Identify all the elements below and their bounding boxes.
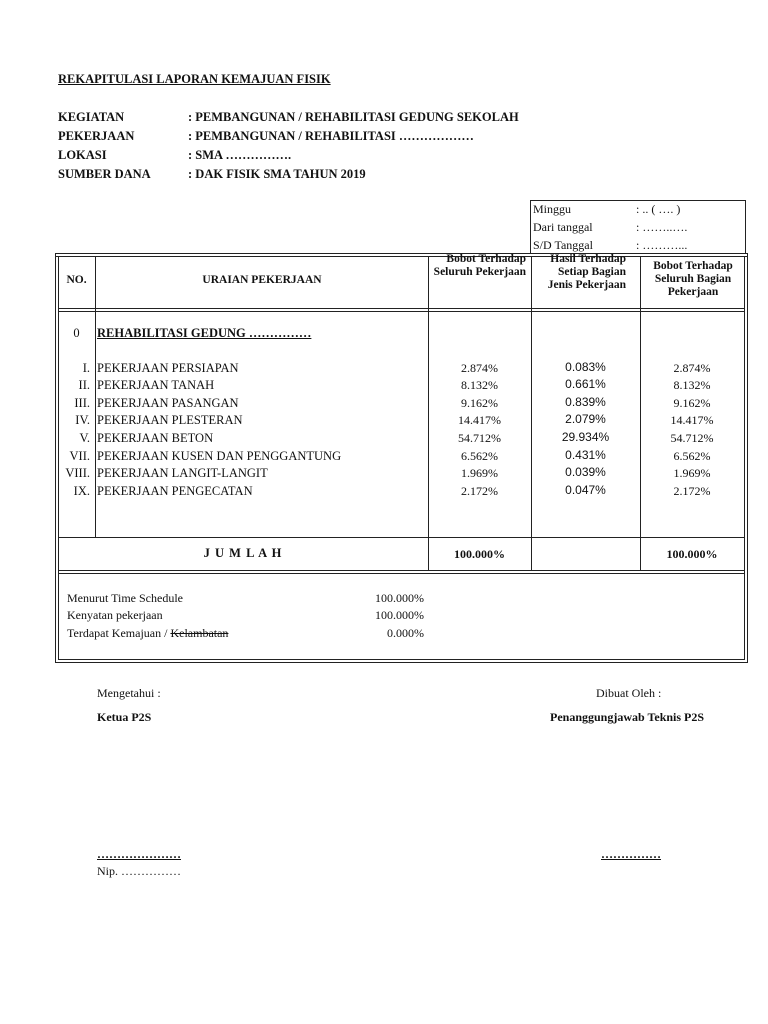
item-no: II. [78, 378, 90, 392]
section-no: 0 [73, 326, 80, 340]
item-no: VII. [69, 449, 90, 463]
item-name: PEKERJAAN BETON [97, 431, 214, 445]
summary-value: 0.000% [387, 626, 424, 640]
item-bobot: 6.562% [461, 449, 498, 463]
item-bobot: 2.172% [461, 484, 498, 498]
period-label: S/D Tanggal [533, 238, 593, 252]
section-title: REHABILITASI GEDUNG …………… [97, 326, 312, 340]
meta-label: LOKASI [58, 148, 107, 162]
meta-label: KEGIATAN [58, 110, 125, 124]
meta-value: : DAK FISIK SMA TAHUN 2019 [188, 167, 366, 181]
period-sd [533, 238, 688, 253]
total-bobot: 100.000% [454, 547, 505, 561]
right-role: Penanggungjawab Teknis P2S [550, 710, 705, 724]
item-name: PEKERJAAN PASANGAN [97, 396, 239, 410]
item-bobot: 54.712% [458, 431, 501, 445]
right-caption: Dibuat Oleh : [596, 686, 662, 700]
summary-label: Menurut Time Schedule [67, 591, 183, 605]
item-bobot: 8.132% [461, 378, 498, 392]
item-no: IV. [75, 413, 90, 427]
left-caption: Mengetahui : [97, 686, 161, 700]
left-role: Ketua P2S [97, 710, 152, 724]
period-value: : .. ( …. ) [636, 202, 681, 216]
item-hasil: 0.661% [565, 377, 606, 391]
item-hasil: 0.039% [565, 465, 606, 479]
period-value: : ……..…. [636, 220, 688, 234]
summary-value: 100.000% [375, 591, 424, 605]
item-bobot: 14.417% [458, 413, 501, 427]
item-no: V. [79, 431, 90, 445]
right-signatory-name: …………… [601, 847, 661, 861]
period-label: Dari tanggal [533, 220, 593, 234]
item-hasil: 0.431% [565, 448, 606, 462]
item-bobot2: 2.874% [673, 361, 711, 375]
period-dari [533, 220, 688, 235]
item-bobot: 1.969% [461, 466, 498, 480]
item-name: PEKERJAAN LANGIT-LANGIT [97, 466, 268, 480]
item-name: PEKERJAAN PERSIAPAN [97, 361, 239, 375]
header-bobot-seluruh: Bobot Terhadap Seluruh Pekerjaan [433, 253, 526, 278]
total-label: J U M L A H [203, 546, 283, 560]
summary-label [67, 626, 228, 641]
header-uraian: URAIAN PEKERJAAN [202, 274, 322, 286]
item-hasil: 0.047% [565, 483, 606, 497]
left-nip: Nip. …………… [97, 864, 181, 878]
item-name: PEKERJAAN PENGECATAN [97, 484, 253, 498]
item-no: IX. [73, 484, 90, 498]
item-bobot2: 6.562% [673, 449, 711, 463]
summary-label-kemajuan: Terdapat Kemajuan / [67, 626, 171, 640]
meta-value: : SMA ……………. [188, 148, 292, 162]
period-minggu [533, 202, 681, 217]
item-no: I. [82, 361, 90, 375]
item-bobot2: 2.172% [673, 484, 711, 498]
item-bobot2: 54.712% [670, 431, 714, 445]
item-no: VIII. [65, 466, 90, 480]
item-no: III. [74, 396, 90, 410]
meta-value: : PEMBANGUNAN / REHABILITASI GEDUNG SEKOLAH [188, 110, 519, 124]
period-label: Minggu [533, 202, 572, 216]
item-bobot: 9.162% [461, 396, 498, 410]
summary-label: Kenyatan pekerjaan [67, 608, 163, 622]
period-box [530, 200, 746, 253]
period-value: : ………... [636, 238, 688, 252]
item-bobot2: 14.417% [670, 413, 714, 427]
item-name: PEKERJAAN PLESTERAN [97, 413, 243, 427]
header-hasil-bagian: Hasil Terhadap Setiap Bagian Jenis Pekerjaan [547, 253, 626, 291]
item-bobot: 2.874% [461, 361, 498, 375]
header-bobot-bagian: Bobot Terhadap Seluruh Bagian Pekerjaan [653, 260, 733, 298]
item-bobot2: 8.132% [673, 378, 711, 392]
item-hasil: 0.839% [565, 395, 606, 409]
meta-label: PEKERJAAN [58, 129, 135, 143]
item-bobot2: 9.162% [673, 396, 711, 410]
summary-value: 100.000% [375, 608, 424, 622]
header-no: NO. [66, 274, 87, 286]
item-hasil: 0.083% [565, 360, 606, 374]
item-hasil: 29.934% [561, 430, 610, 444]
total-bobot2: 100.000% [666, 547, 718, 561]
document-title: REKAPITULASI LAPORAN KEMAJUAN FISIK [58, 72, 331, 86]
summary-label-kelambatan: Kelambatan [170, 626, 229, 640]
left-signatory-name: ………………… [97, 847, 181, 861]
item-name: PEKERJAAN KUSEN DAN PENGGANTUNG [97, 449, 342, 463]
meta-value: : PEMBANGUNAN / REHABILITASI ……………… [188, 129, 474, 143]
item-hasil: 2.079% [565, 412, 606, 426]
item-name: PEKERJAAN TANAH [97, 378, 215, 392]
item-bobot2: 1.969% [673, 466, 711, 480]
meta-label: SUMBER DANA [58, 167, 151, 181]
